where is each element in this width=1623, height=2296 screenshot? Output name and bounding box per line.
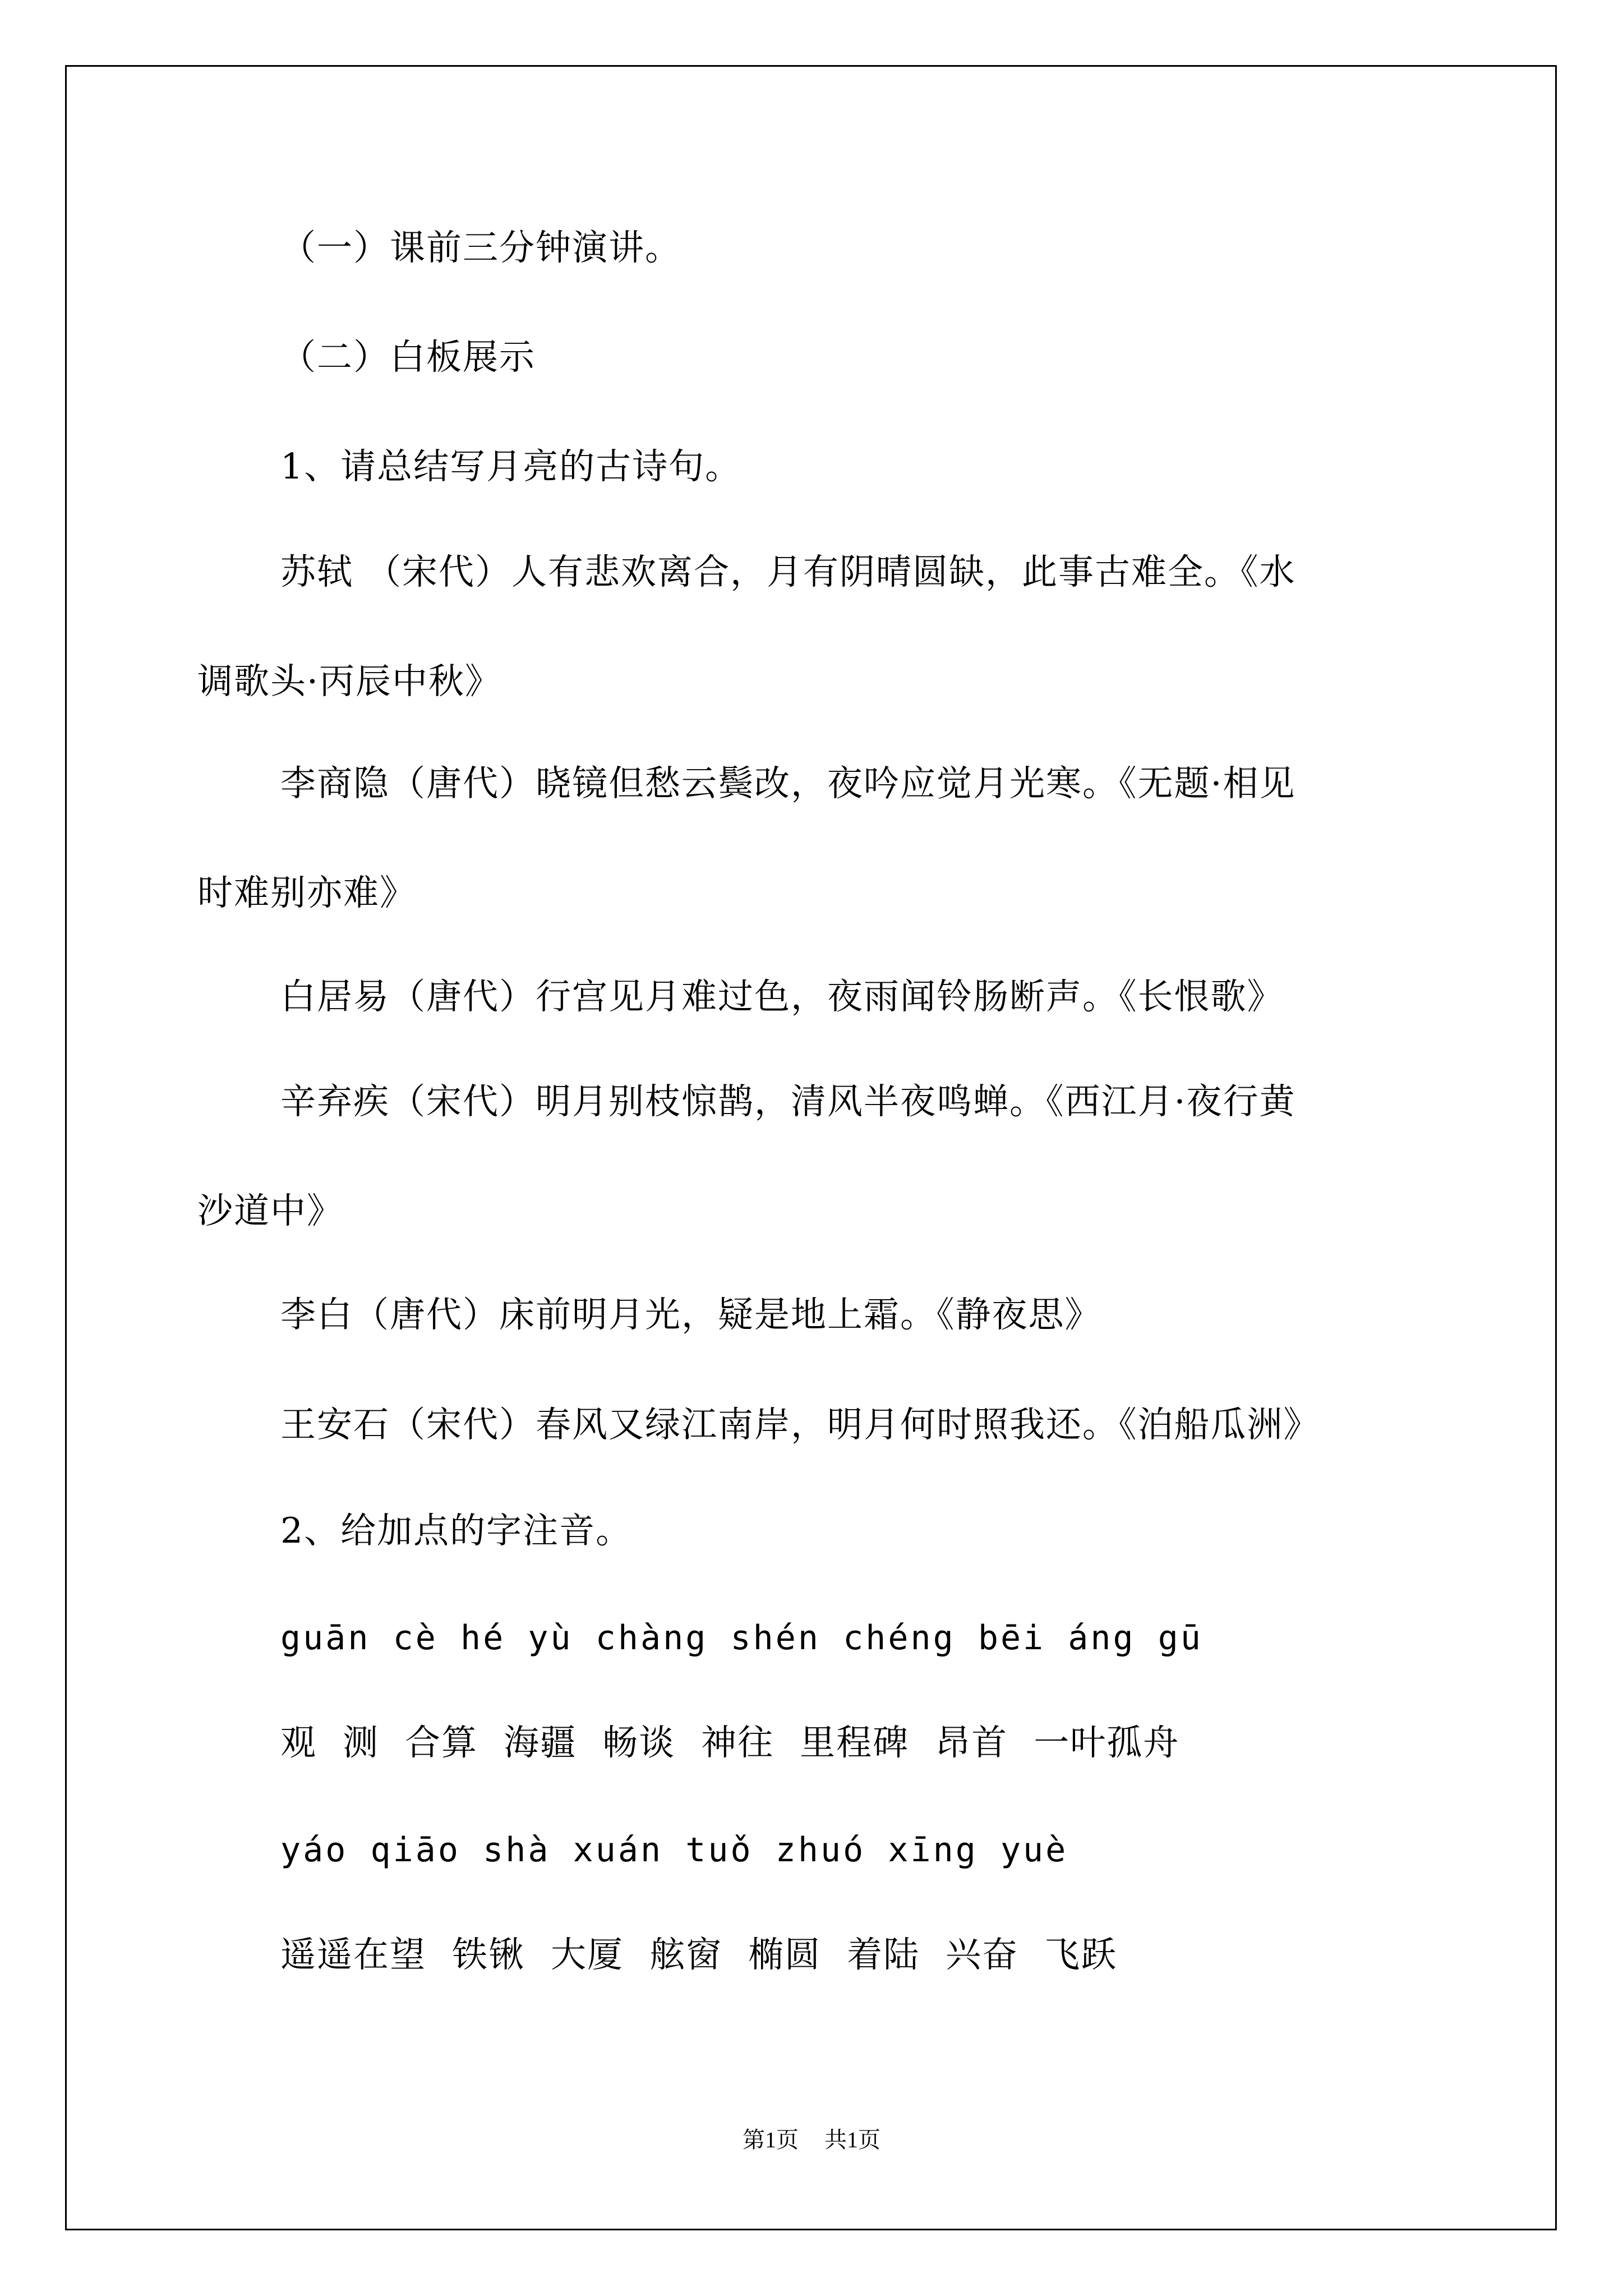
poem-line-continued: 沙道中》 [197,1190,343,1231]
poem-line: 李商隐（唐代）晓镜但愁云鬓改，夜吟应觉月光寒。《无题·相见 [280,763,1296,804]
poem-line-continued: 调歌头·丙辰中秋》 [197,661,502,702]
page-border [65,65,1557,2230]
poem-line-continued: 时难别亦难》 [197,872,416,913]
poem-line: 辛弃疾（宋代）明月别枝惊鹊，清风半夜鸣蝉。《西江月·夜行黄 [280,1081,1296,1122]
pinyin-row: yáo qiāo shà xuán tuǒ zhuó xīng yuè [280,1830,1068,1870]
vocabulary-row: 观 测 合算 海疆 畅谈 神往 里程碑 昂首 一叶孤舟 [280,1722,1180,1763]
section-heading-2: （二）白板展示 [280,337,536,378]
question-1: 1、请总结写月亮的古诗句。 [280,446,742,487]
page-total: 共1页 [824,2127,880,2152]
page-footer [0,2129,1623,2151]
question-2: 2、给加点的字注音。 [280,1510,633,1551]
poem-line: 苏轼 （宋代）人有悲欢离合，月有阴晴圆缺，此事古难全。《水 [280,551,1296,592]
page-number: 第1页 [743,2127,799,2152]
vocabulary-row: 遥遥在望 铁锹 大厦 舷窗 椭圆 着陆 兴奋 飞跃 [280,1934,1118,1975]
poem-line: 李白（唐代）床前明月光，疑是地上霜。《静夜思》 [280,1294,1101,1335]
poem-line: 王安石（宋代）春风又绿江南岸，明月何时照我还。《泊船瓜洲》 [280,1404,1320,1445]
section-heading-1: （一）课前三分钟演讲。 [280,227,681,268]
pinyin-row: guān cè hé yù chàng shén chéng bēi áng gū [280,1618,1204,1658]
poem-line: 白居易（唐代）行宫见月难过色，夜雨闻铃肠断声。《长恨歌》 [280,976,1284,1017]
